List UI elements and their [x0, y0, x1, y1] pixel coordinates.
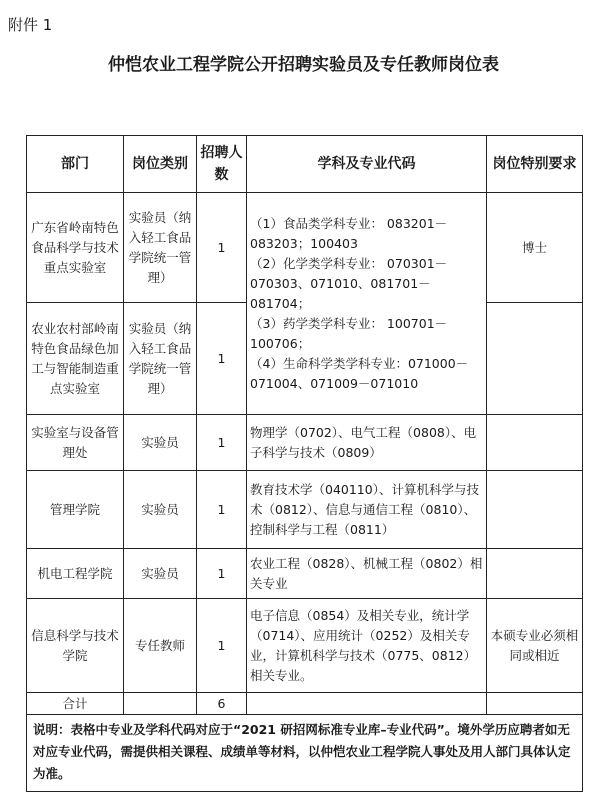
- req-cell: [487, 303, 583, 415]
- count-cell: 1: [197, 415, 247, 471]
- type-cell: 实验员（纳入轻工食品学院统一管理）: [124, 193, 197, 303]
- header-count: 招聘人数: [197, 136, 247, 193]
- req-cell: [487, 415, 583, 471]
- total-count: 6: [197, 693, 247, 715]
- type-cell: 专任教师: [124, 599, 197, 693]
- position-table: [26, 135, 583, 792]
- table-row: [27, 415, 583, 471]
- table-row: [27, 599, 583, 693]
- req-cell: [487, 471, 583, 549]
- header-dept: 部门: [27, 136, 124, 193]
- header-req: 岗位特别要求: [487, 136, 583, 193]
- subject-cell: 物理学（0702）、电气工程（0808）、电子科学与技术（0809）: [247, 415, 487, 471]
- table-row: [27, 193, 583, 303]
- dept-cell: 广东省岭南特色食品科学与技术重点实验室: [27, 193, 124, 303]
- total-label: 合计: [27, 693, 124, 715]
- subject-line: （3）药学类学科专业： 100701－100706；: [250, 315, 448, 351]
- count-cell: 1: [197, 193, 247, 303]
- type-cell: 实验员: [124, 549, 197, 599]
- dept-cell: 管理学院: [27, 471, 124, 549]
- total-row: [27, 693, 583, 715]
- subject-line: （1）食品类学科专业： 083201－083203；100403: [250, 215, 448, 251]
- annex-label: 附件 1: [8, 16, 53, 34]
- subject-cell: 电子信息（0854）及相关专业，统计学（0714）、应用统计（0252）及相关专业，计算机科学与技术（0775、0812）相关专业。: [247, 599, 487, 693]
- type-cell: 实验员: [124, 415, 197, 471]
- header-row: [27, 136, 583, 193]
- table-row: [27, 471, 583, 549]
- dept-cell: 机电工程学院: [27, 549, 124, 599]
- req-cell: [487, 549, 583, 599]
- type-cell: 实验员（纳入轻工食品学院统一管理）: [124, 303, 197, 415]
- dept-cell: 农业农村部岭南特色食品绿色加工与智能制造重点实验室: [27, 303, 124, 415]
- shared-subject-cell: [247, 193, 487, 415]
- header-type: 岗位类别: [124, 136, 197, 193]
- table-row: [27, 549, 583, 599]
- total-empty-cell: [247, 693, 487, 715]
- subject-cell: 教育技术学（040110）、计算机科学与技术（0812）、信息与通信工程（0810）、控制科学与工程（0811）: [247, 471, 487, 549]
- dept-cell: 信息科学与技术学院: [27, 599, 124, 693]
- subject-cell: 农业工程（0828）、机械工程（0802）相关专业: [247, 549, 487, 599]
- total-empty-cell: [124, 693, 197, 715]
- note-text: 说明：表格中专业及学科代码对应于“2021 研招网标准专业库–专业代码”。境外学历应聘者如无对应专业代码，需提供相关课程、成绩单等材料，以仲恺农业工程学院人事处及用人部门具体认定为准。: [27, 715, 583, 792]
- req-cell: 博士: [487, 193, 583, 303]
- subject-line: （2）化学类学科专业： 070301－070303、071010、081701－081704；: [250, 255, 448, 311]
- count-cell: 1: [197, 599, 247, 693]
- type-cell: 实验员: [124, 471, 197, 549]
- count-cell: 1: [197, 303, 247, 415]
- total-empty-cell: [487, 693, 583, 715]
- document-title: 仲恺农业工程学院公开招聘实验员及专任教师岗位表: [108, 55, 499, 75]
- header-subject: 学科及专业代码: [247, 136, 487, 193]
- req-cell: 本硕专业必须相同或相近: [487, 599, 583, 693]
- count-cell: 1: [197, 471, 247, 549]
- dept-cell: 实验室与设备管理处: [27, 415, 124, 471]
- subject-line: （4）生命科学类学科专业：071000－071004、071009－071010: [250, 355, 469, 391]
- count-cell: 1: [197, 549, 247, 599]
- note-row: [27, 715, 583, 792]
